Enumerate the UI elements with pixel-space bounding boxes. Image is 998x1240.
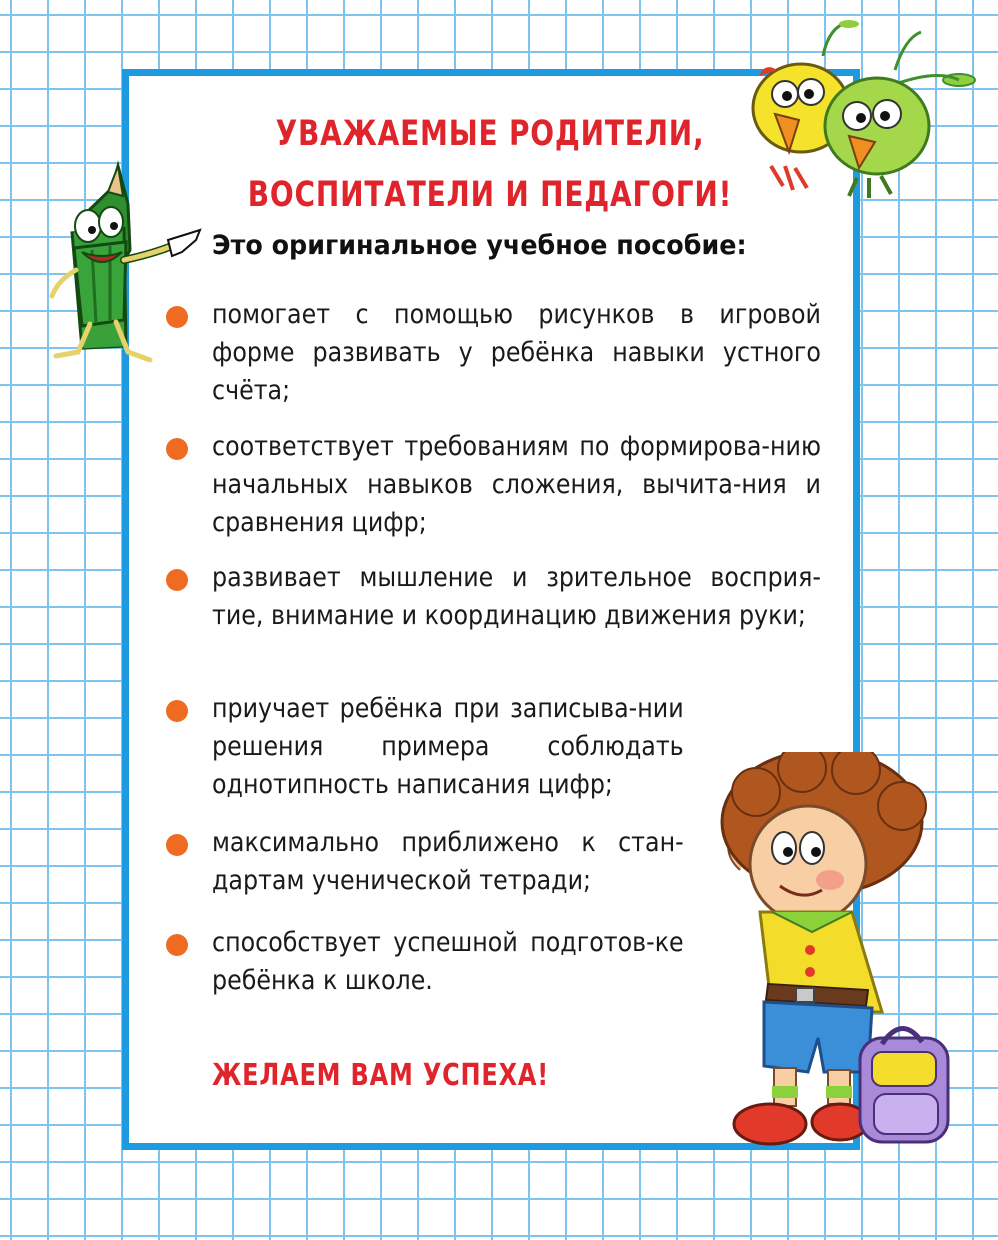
two-birds-illustration xyxy=(745,18,980,203)
intro-text: Это оригинальное учебное пособие: xyxy=(212,230,747,261)
closing-wish: ЖЕЛАЕМ ВАМ УСПЕХА! xyxy=(212,1058,550,1093)
list-item-text: помогает с помощью рисунков в игровой форме развивать у ребёнка навыки устного счёта; xyxy=(212,299,821,406)
list-item-text: максимально приближено к стан-дартам ученической тетради; xyxy=(212,827,684,896)
pencil-character-icon xyxy=(22,160,207,370)
list-item-text: способствует успешной подготов-ке ребёнка к школе. xyxy=(212,927,684,996)
list-item-text: соответствует требованиям по формирова-нию начальных навыков сложения, вычита-ния и сравнения цифр; xyxy=(212,431,821,538)
title-line-2: ВОСПИТАТЕЛИ И ПЕДАГОГИ! xyxy=(247,175,733,215)
title-line-1: УВАЖАЕМЫЕ РОДИТЕЛИ, xyxy=(275,114,705,154)
list-item-text: развивает мышление и зрительное восприя-тие, внимание и координацию движения руки; xyxy=(212,562,821,631)
list-item-text: приучает ребёнка при записыва-нии решения примера соблюдать однотипность написания цифр; xyxy=(212,693,684,800)
page-title xyxy=(242,104,738,226)
schoolboy-illustration xyxy=(712,752,962,1152)
